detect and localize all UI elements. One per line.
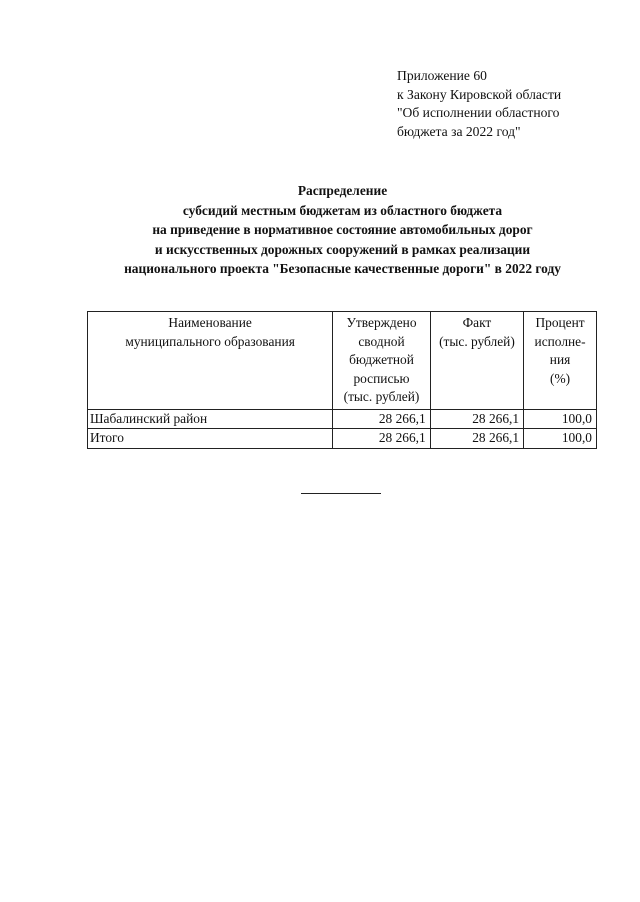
table-row	[88, 409, 597, 429]
appendix-line: к Закону Кировской области	[397, 86, 562, 102]
title-line: и искусственных дорожных сооружений в рамках реализации	[154, 241, 531, 257]
header-text: росписью	[353, 370, 410, 386]
closing-divider	[301, 493, 381, 494]
cell-actual: 28 266,1	[430, 429, 523, 449]
cell-approved: 28 266,1	[333, 409, 430, 429]
header-text: муниципального образования	[125, 333, 295, 349]
cell-approved: 28 266,1	[333, 429, 430, 449]
title-line: субсидий местным бюджетам из областного бюджета	[182, 202, 503, 218]
header-municipality	[88, 312, 333, 410]
cell-actual: 28 266,1	[430, 409, 523, 429]
cell-municipality: Шабалинский район	[88, 409, 333, 429]
table-header-row	[88, 312, 597, 410]
title-line: на приведение в нормативное состояние автомобильных дорог	[152, 222, 533, 237]
header-text: Наименование	[168, 315, 252, 330]
cell-municipality: Итого	[88, 429, 333, 449]
header-text: Утверждено	[346, 315, 417, 330]
header-text: (тыс. рублей)	[439, 333, 515, 349]
header-text: сводной	[358, 333, 405, 349]
header-actual	[430, 312, 523, 410]
header-text: ния	[549, 352, 571, 367]
table-row-total	[88, 429, 597, 449]
header-percent	[524, 312, 597, 410]
header-text: (%)	[550, 370, 571, 386]
title-line: национального проекта "Безопасные качественные дороги" в 2022 году	[124, 261, 561, 276]
cell-percent: 100,0	[524, 429, 597, 449]
header-text: бюджетной	[349, 352, 414, 367]
header-text: (тыс. рублей)	[343, 389, 420, 404]
header-text: Процент	[535, 315, 585, 330]
cell-percent: 100,0	[524, 409, 597, 429]
header-text: исполне-	[534, 333, 586, 349]
header-text: Факт	[462, 315, 492, 330]
appendix-line: "Об исполнении областного	[397, 105, 560, 120]
appendix-line: Приложение 60	[397, 68, 487, 83]
appendix-note	[397, 67, 627, 141]
document-title	[70, 181, 615, 279]
header-approved	[333, 312, 430, 410]
appendix-line: бюджета за 2022 год"	[397, 123, 521, 139]
subsidy-table	[87, 311, 597, 449]
title-line: Распределение	[297, 183, 388, 198]
